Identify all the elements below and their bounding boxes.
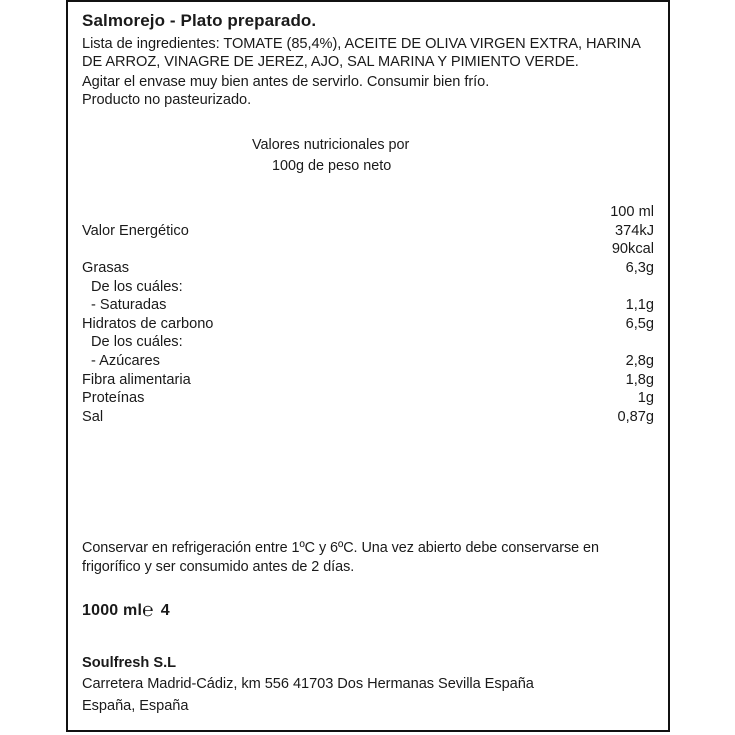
table-row (82, 389, 654, 408)
nutrition-row-label: De los cuáles: (91, 334, 183, 351)
table-row (82, 278, 654, 297)
company-name: Soulfresh S.L (82, 655, 177, 671)
pasteurization-note: Producto no pasteurizado. (82, 91, 252, 108)
nutrition-row-label (82, 203, 477, 222)
nutrition-row-label: - Saturadas (91, 297, 167, 314)
table-row (82, 203, 654, 222)
table-row (82, 315, 654, 334)
company-address-line-1: Carretera Madrid-Cádiz, km 556 41703 Dos Hermanas Sevilla España (82, 676, 534, 692)
nutrition-row-label: Grasas (82, 259, 130, 276)
nutrition-row-value: 1g (637, 390, 654, 407)
table-row (82, 352, 654, 371)
volume-value: 1000 ml (82, 602, 143, 619)
nutrition-row-label (82, 240, 477, 259)
nutrition-header-line-1: Valores nutricionales por (252, 137, 410, 154)
company-address-line-2: España, España (82, 697, 189, 714)
nutrition-row-label: Proteínas (82, 390, 145, 407)
nutrition-row-label: - Azúcares (91, 352, 160, 369)
page-title: Salmorejo - Plato preparado. (82, 11, 317, 30)
usage-note: Agitar el envase muy bien antes de servirlo. Consumir bien frío. (82, 73, 490, 90)
table-row (82, 371, 654, 390)
nutrition-row-value: 1,8g (625, 371, 654, 388)
nutrition-row-value: 1,1g (625, 297, 654, 314)
nutrition-table (82, 203, 654, 426)
nutrition-row-label: De los cuáles: (91, 278, 183, 295)
nutrition-row-value: 90kcal (611, 241, 654, 258)
nutrition-row-value (477, 278, 654, 297)
nutrition-row-label: Hidratos de carbono (82, 315, 214, 332)
nutrition-row-value: 374kJ (615, 222, 654, 239)
manufacturer-block (82, 653, 658, 717)
nutrition-row-value: 2,8g (625, 352, 654, 369)
nutrition-row-label: Fibra alimentaria (82, 371, 191, 388)
nutrition-row-value: 0,87g (617, 408, 654, 425)
nutrition-row-value (477, 333, 654, 352)
table-row (82, 296, 654, 315)
nutrition-row-label: Valor Energético (82, 222, 189, 239)
table-row (82, 259, 654, 278)
nutrition-table-body (82, 203, 654, 426)
table-row (82, 222, 654, 241)
table-row (82, 240, 654, 259)
nutrition-column-header: 100 ml (610, 204, 654, 221)
net-volume (82, 599, 170, 621)
product-label-panel (66, 0, 670, 732)
table-row (82, 333, 654, 352)
storage-instructions: Conservar en refrigeración entre 1ºC y 6ºC. Una vez abierto debe conservarse en frigorífico y ser consumido antes de 2 días. (82, 540, 599, 575)
label-content (68, 2, 668, 730)
unit-count: 4 (160, 602, 170, 619)
estimated-sign-icon: ℮ (142, 600, 154, 621)
nutrition-header (82, 135, 654, 177)
nutrition-header-line-2: 100g de peso neto (272, 158, 392, 175)
nutrition-row-value: 6,3g (625, 259, 654, 276)
nutrition-row-label: Sal (82, 408, 104, 425)
ingredients-list: Lista de ingredientes: TOMATE (85,4%), ACEITE DE OLIVA VIRGEN EXTRA, HARINA DE ARROZ, VINAGRE DE JEREZ, AJO, SAL MARINA Y PIMIENTO VERDE. (82, 36, 641, 71)
table-row (82, 408, 654, 427)
nutrition-row-value: 6,5g (625, 315, 654, 332)
